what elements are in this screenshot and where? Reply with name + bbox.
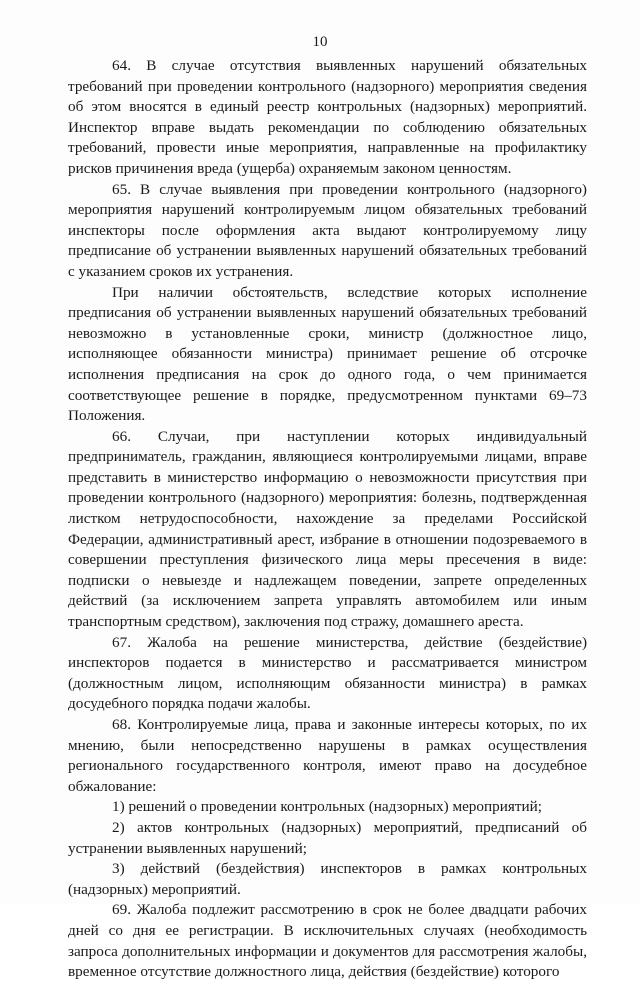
paragraph-68: 68. Контролируемые лица, права и законные интересы которых, по их мнению, были непосредственно нарушены в рамках осуществления регионального государственного контроля, имеют право на досудебное обжалование: xyxy=(68,716,587,795)
document-body xyxy=(68,56,587,983)
paragraph-66: 66. Случаи, при наступлении которых индивидуальный предприниматель, гражданин, являющиеся контролируемыми лицами, вправе представить в министерство информацию о невозможности присутствия при проведении контрольного (надзорного) мероприятия: болезнь, подтвержденная листком нетрудоспособности, нахождение за пределами Российской Федерации, административный арест, избрание в отношении подозреваемого в совершении преступления физического лица меры пресечения в виде: подписки о невыезде и надлежащем поведении, запрете определенных действий (за исключением запрета управлять автомобилем или иным транспортным средством), заключения под стражу, домашнего ареста. xyxy=(68,427,587,631)
paragraph-67: 67. Жалоба на решение министерства, действие (бездействие) инспекторов подается в министерство и рассматривается министром (должностным лицом, исполняющим обязанности министра) в рамках досудебного порядка подачи жалобы. xyxy=(68,633,587,713)
list-item-1: 1) решений о проведении контрольных (надзорных) мероприятий; xyxy=(112,798,542,816)
list-item-3: 3) действий (бездействия) инспекторов в рамках контрольных (надзорных) мероприятий. xyxy=(68,860,587,898)
paragraph-65: 65. В случае выявления при проведении контрольного (надзорного) мероприятия нарушений контролируемым лицом обязательных требований инспекторы после оформления акта выдают контролируемому лицу предписание об устранении выявленных нарушений обязательных требований с указанием сроков их устранения. xyxy=(68,180,587,280)
paragraph-64: 64. В случае отсутствия выявленных нарушений обязательных требований при проведении контрольного (надзорного) мероприятия сведения об этом вносятся в единый реестр контрольных (надзорных) мероприятий. Инспектор вправе выдать рекомендации по соблюдению обязательных требований, провести иные мероприятия, направленные на профилактику рисков причинения вреда (ущерба) охраняемым законом ценностям. xyxy=(68,57,587,177)
paragraph-69: 69. Жалоба подлежит рассмотрению в срок не более двадцати рабочих дней со дня ее регистрации. В исключительных случаях (необходимость запроса дополнительных информации и документов для рассмотрения жалобы, временное отсутствие должностного лица, действия (бездействие) которого xyxy=(68,901,587,981)
paragraph-65-deferral: При наличии обстоятельств, вследствие которых исполнение предписания об устранении выявленных нарушений обязательных требований невозможно в установленные сроки, министр (должностное лицо, исполняющее обязанности министра) принимает решение об отсрочке исполнения предписания на срок до одного года, о чем принимается соответствующее решение в порядке, предусмотренном пунктами 69–73 Положения. xyxy=(68,283,587,425)
page-number: 10 xyxy=(312,34,328,50)
list-item-2: 2) актов контрольных (надзорных) мероприятий, предписаний об устранении выявленных нарушений; xyxy=(68,818,587,857)
